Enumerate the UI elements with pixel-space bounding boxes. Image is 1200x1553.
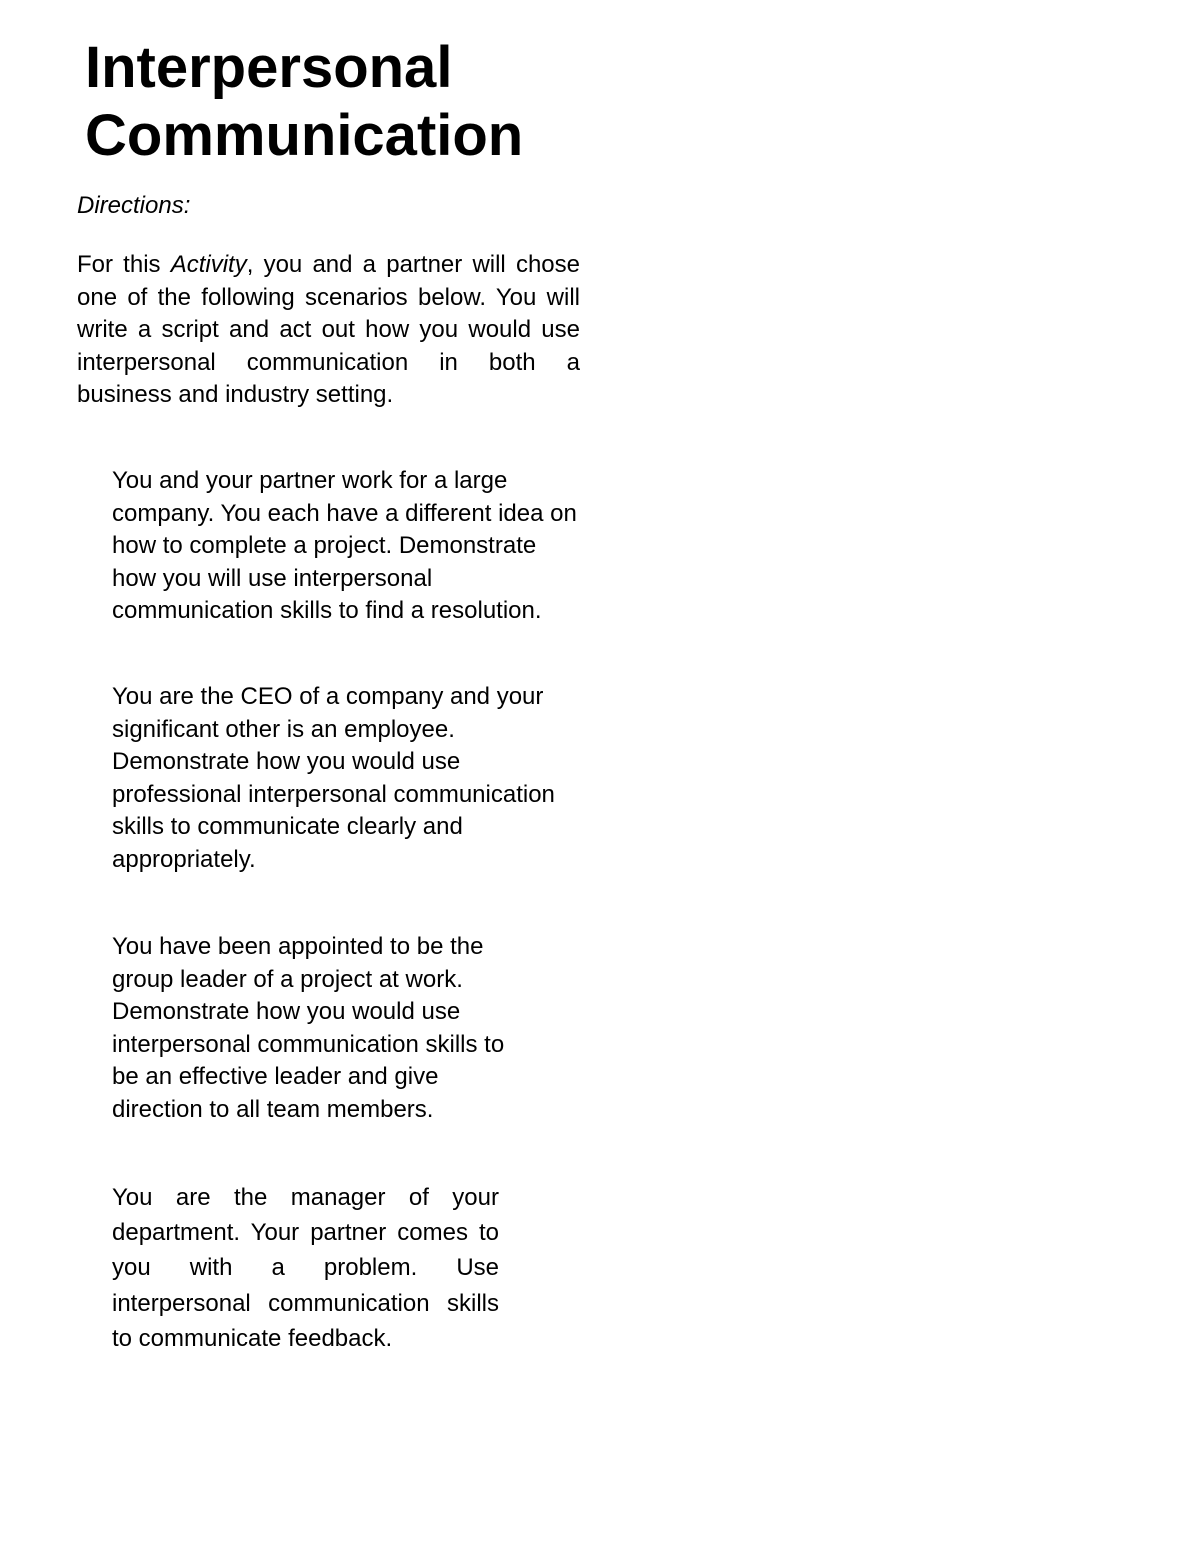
title-line-2: Communication <box>85 103 524 168</box>
intro-text-before: For this <box>77 251 171 278</box>
scenario-4: You are the manager of your department. Your partner comes to you with a problem. Use interpersonal communication skills to communicate feedback. <box>112 1184 499 1352</box>
intro-emphasis: Activity <box>170 251 247 278</box>
intro-paragraph <box>77 249 580 412</box>
page-title <box>85 34 645 170</box>
intro-text-after: , you and a partner will chose one of the following scenarios below. You will write a script and act out how you would use interpersonal communication in both a business and industry setting. <box>77 251 580 409</box>
directions-label: Directions: <box>77 192 191 219</box>
scenario-2: You are the CEO of a company and your significant other is an employee. Demonstrate how you would use professional interpersonal communication skills to communicate clearly and appropriately. <box>112 683 555 873</box>
title-line-1: Interpersonal <box>85 35 453 100</box>
scenario-1: You and your partner work for a large company. You each have a different idea on how to complete a project. Demonstrate how you will use interpersonal communication skills to find a resolution. <box>112 467 577 625</box>
scenario-3: You have been appointed to be the group leader of a project at work. Demonstrate how you would use interpersonal communication skills to be an effective leader and give direction to all team members. <box>112 933 505 1123</box>
